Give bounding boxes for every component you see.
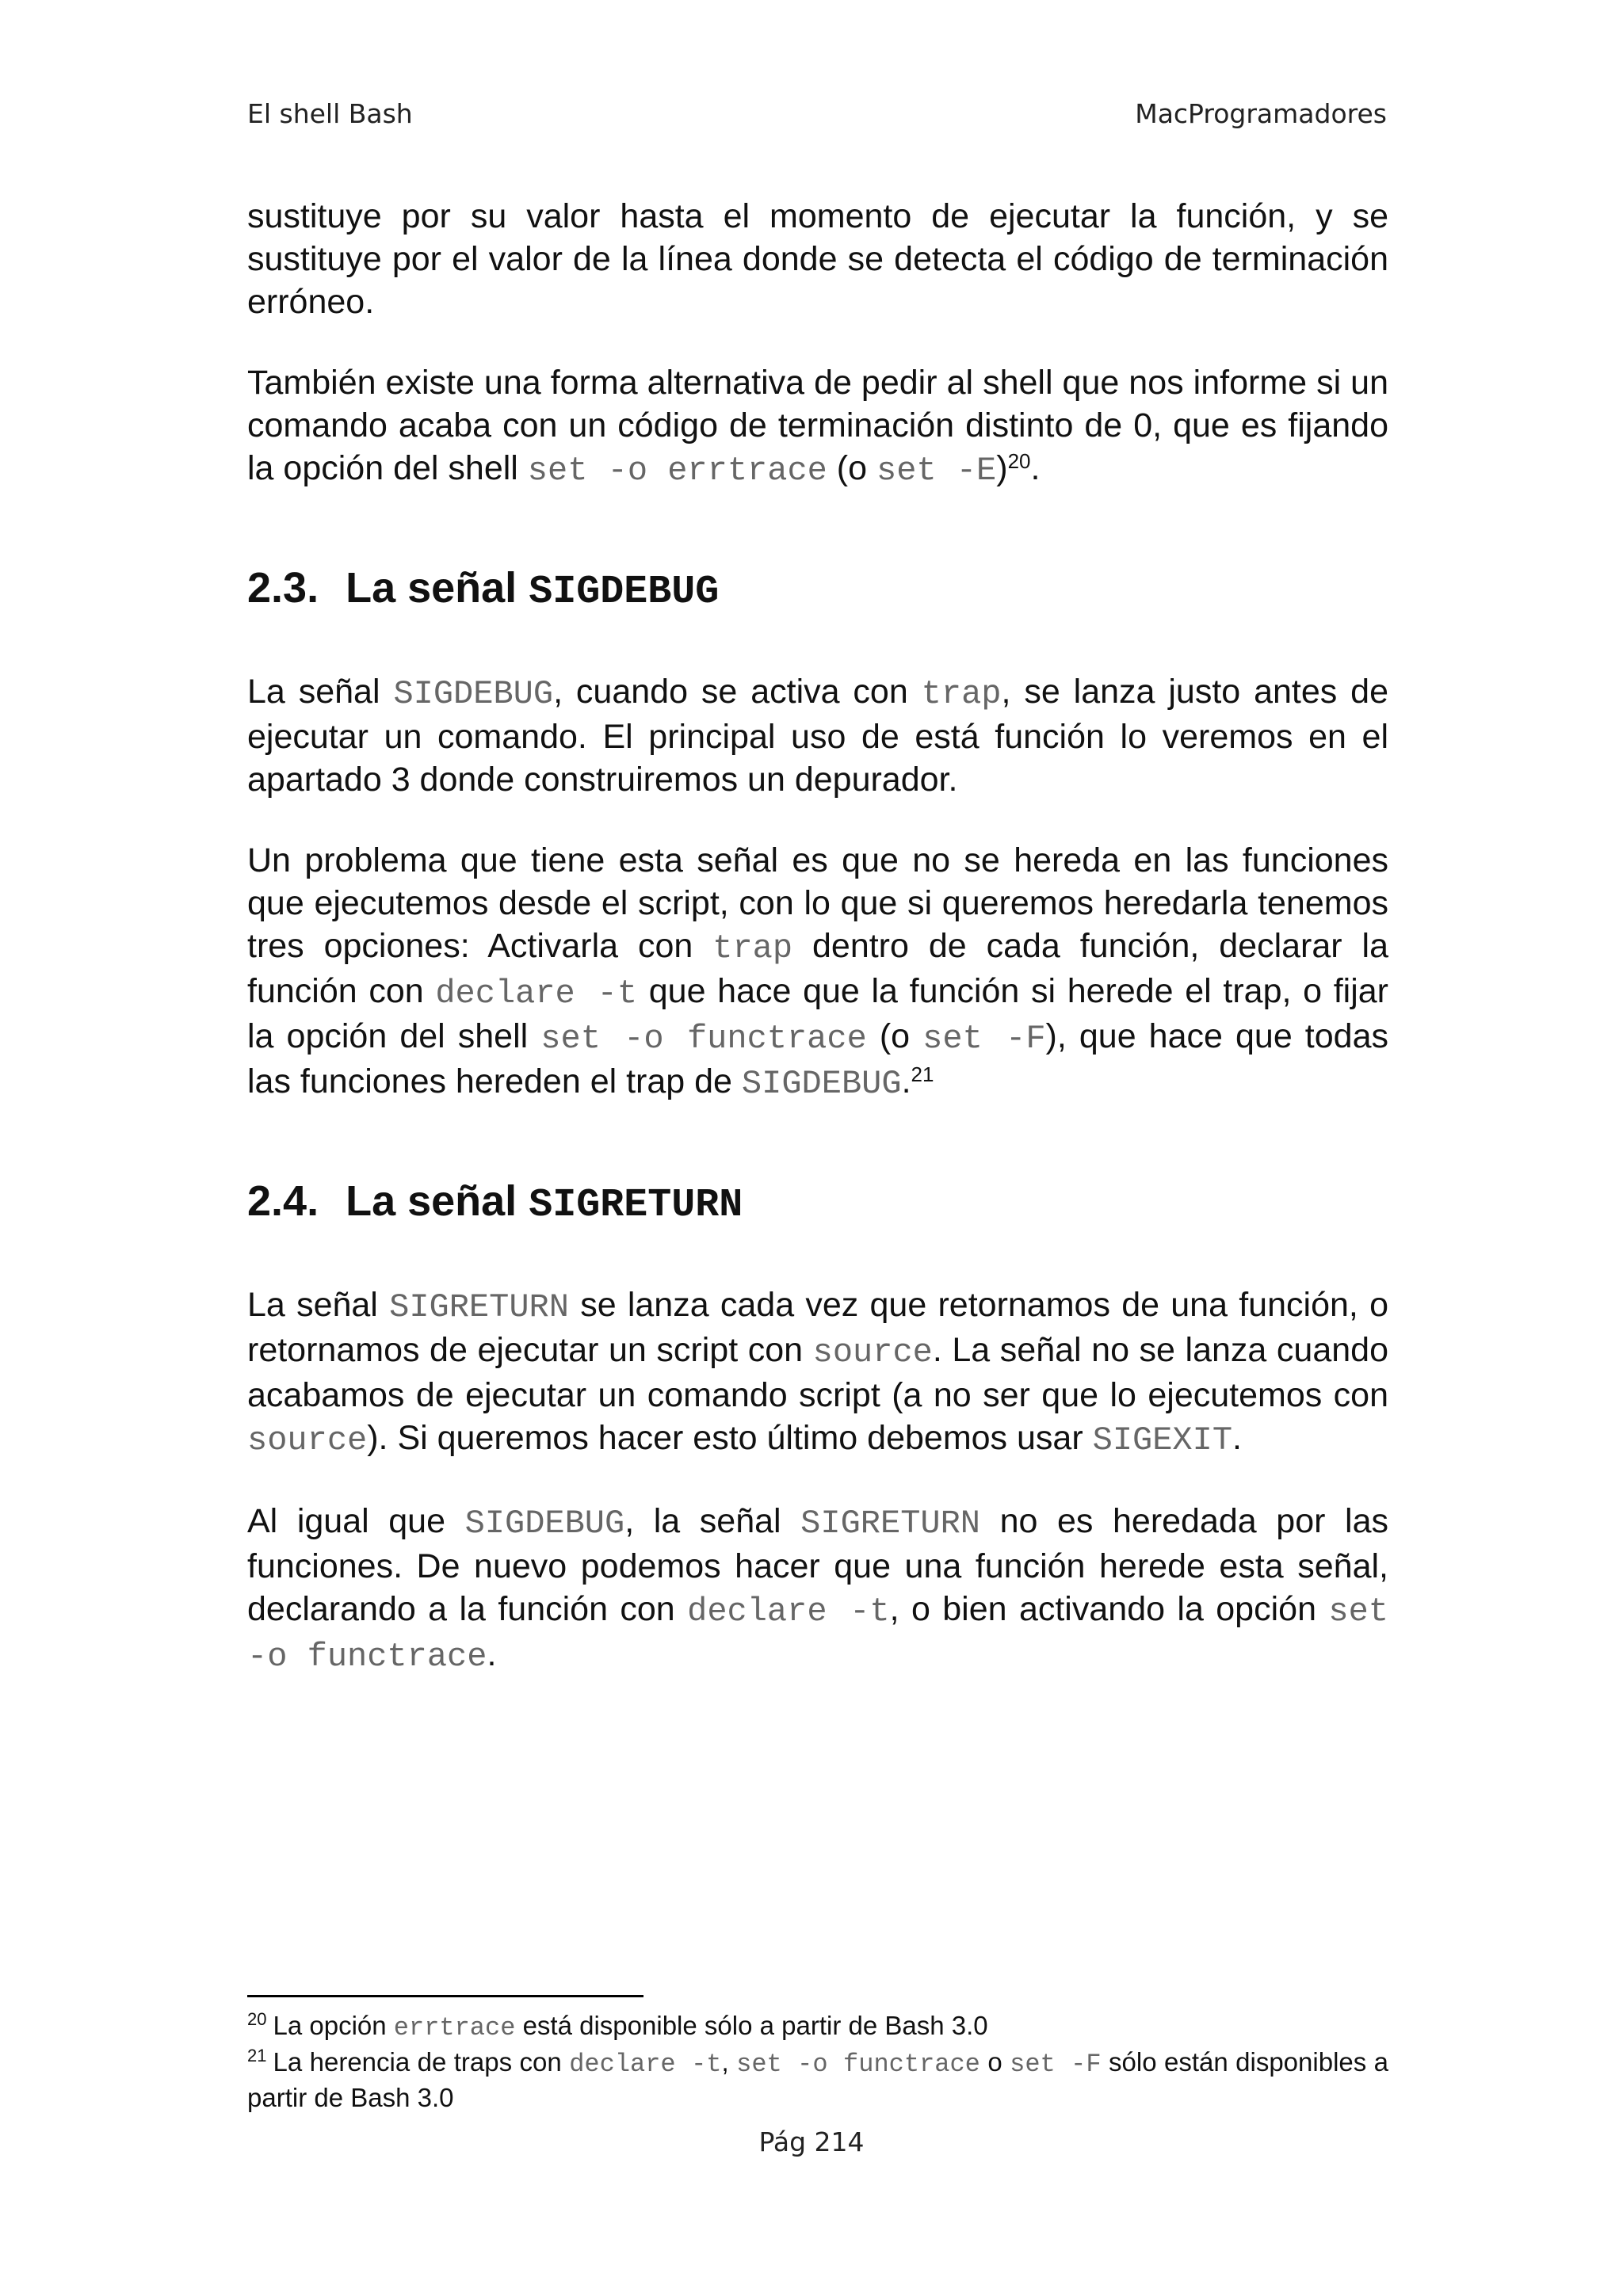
paragraph-errtrace: También existe una forma alternativa de pedir al shell que nos informe si un comando acaba con un código de terminación distinto de 0, que es fijando la opción del shell set -o errtrace (o set -E)$^{20}$. [247, 364, 1388, 490]
code-inline: declare -t [687, 1592, 890, 1630]
section-heading-2-3: 2.3. La señal SIGDEBUG [247, 564, 720, 615]
section-heading-2-4: 2.4. La señal SIGRETURN [247, 1177, 743, 1228]
footnote-21: $^{21}$ La herencia de traps con declare -t, set -o functrace o set -F sólo están disponibles a partir de Bash 3.0 [247, 2046, 1389, 2112]
code-inline: SIGRETURN [800, 1505, 981, 1543]
running-header-right: MacProgramadores [1135, 98, 1387, 129]
code-inline: declare -t [569, 2050, 722, 2079]
code-inline: set -F [1010, 2050, 1102, 2079]
paragraph-sigdebug-intro: La señal SIGDEBUG, cuando se activa con trap, se lanza justo antes de ejecutar un comando. El principal uso de está función lo veremos en el apartado 3 donde construiremos un depurador. [247, 673, 1388, 799]
code-inline: source [812, 1333, 933, 1371]
footnote-ref-21: 21 [911, 1062, 934, 1086]
code-inline: source [247, 1421, 368, 1459]
page-body [247, 195, 1388, 1716]
code-inline: set -o functrace [247, 1592, 1388, 1676]
code-inline: errtrace [393, 2013, 516, 2042]
footnote-separator [247, 1995, 643, 1997]
code-inline: SIGEXIT [1092, 1421, 1233, 1459]
footnote-20: $^{20}$ La opción errtrace está disponible sólo a partir de Bash 3.0 [247, 2009, 988, 2042]
code-inline: set -o functrace [736, 2050, 980, 2079]
code-inline: set -o errtrace [527, 452, 827, 490]
code-inline: SIGDEBUG [393, 675, 554, 713]
code-inline: declare -t [435, 974, 638, 1013]
paragraph-sigdebug-inheritance: Un problema que tiene esta señal es que no se hereda en las funciones que ejecutemos desde el script, con lo que si queremos heredarla tenemos tres opciones: Activarla con trap dentro de cada función, declarar la función con declare -t que hace que la función si herede el trap, o fijar la opción del shell set -o functrace (o set -F), que hace que todas las funciones hereden el trap de SIGDEBUG.$^{21}$ [247, 841, 1388, 1103]
paragraph-sigreturn-inheritance: Al igual que SIGDEBUG, la señal SIGRETURN no es heredada por las funciones. De nuevo podemos hacer que una función herede esta señal, declarando a la función con declare -t, o bien activando la opción set -o functrace. [247, 1502, 1388, 1676]
code-inline: set -F [922, 1020, 1046, 1058]
page-number: Pág 214 [758, 2126, 865, 2157]
paragraph-sigreturn-intro: La señal SIGRETURN se lanza cada vez que retornamos de una función, o retornamos de ejecutar un script con source. La señal no se lanza cuando acabamos de ejecutar un comando script (a no ser que lo ejecutemos con source). Si queremos hacer esto último debemos usar SIGEXIT. [247, 1286, 1388, 1459]
code-inline: SIGDEBUG [464, 1505, 625, 1543]
running-header-left: El shell Bash [247, 98, 413, 129]
paragraph-continuation: sustituye por su valor hasta el momento de ejecutar la función, y se sustituye por el valor de la línea donde se detecta el código de terminación erróneo. [247, 197, 1388, 321]
code-inline: SIGRETURN [389, 1288, 569, 1326]
code-inline: trap [712, 929, 793, 967]
code-inline: set -E [876, 452, 997, 490]
code-inline: set -o functrace [540, 1020, 867, 1058]
code-inline: SIGDEBUG [741, 1065, 902, 1103]
footnote-ref-20: 20 [1007, 449, 1031, 473]
code-inline: trap [921, 675, 1002, 713]
